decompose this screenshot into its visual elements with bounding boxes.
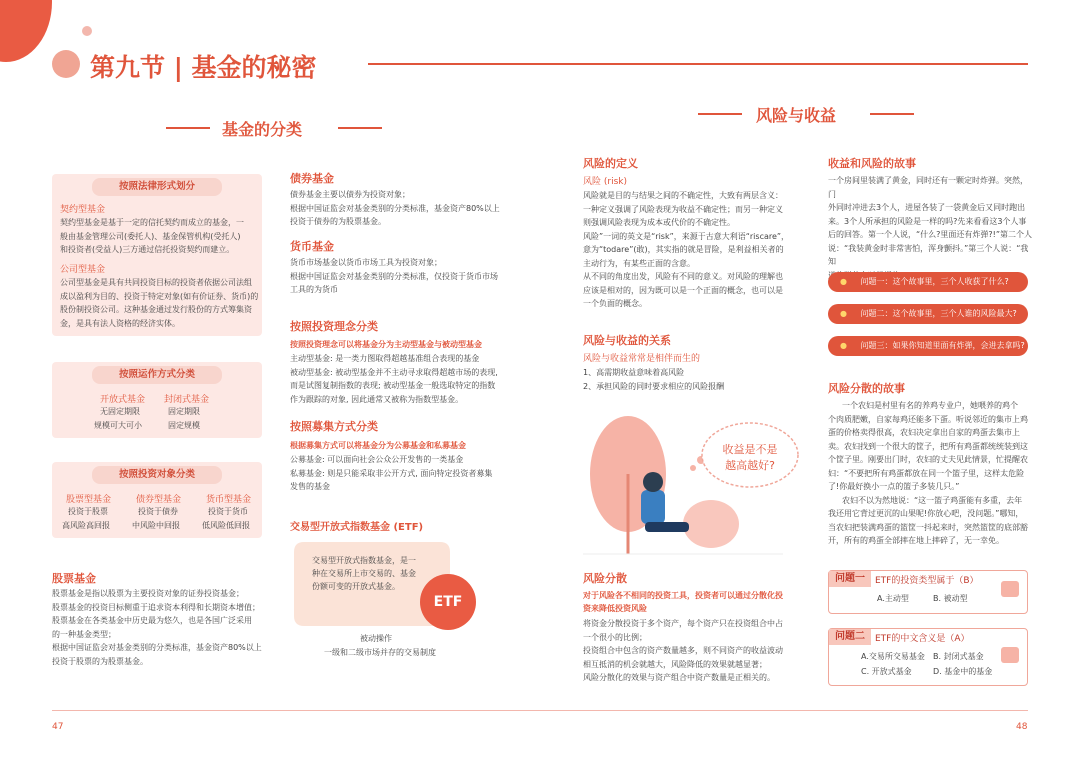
section-rule-left-a <box>166 127 210 129</box>
text-line: 卖。农妇找到一个很大的筐子，把所有鸡蛋都统统装到这 <box>828 441 1028 451</box>
story-question-2 <box>828 304 1028 324</box>
quiz2-option: D. 基金中的基金 <box>933 667 993 676</box>
text-line: 公司型基金是具有共同投资目标的投资者依据公司法组 <box>60 278 252 287</box>
investment-object-header: 按照投资对象分类 <box>92 466 222 484</box>
text-line: 从不同的角度出发，风险有不同的意义。对风险的理解也 <box>583 272 783 281</box>
text-line: 金，是具有法人资格的经济实体。 <box>60 318 180 328</box>
text-line: 股份制投资公司。这种基金通过发行股份的方式筹集资 <box>60 305 252 314</box>
operation-box <box>52 362 262 438</box>
stock-type-item: 投资于股票 <box>68 507 108 516</box>
text-line: 了!你最好换小一点的篮子多装几只。” <box>828 482 960 491</box>
relation-sub: 风险与收益常常是相伴而生的 <box>583 354 701 364</box>
person-legs <box>645 522 689 532</box>
text-line: 根据中国证监会对基金类别的分类标准，基金资产80%以上 <box>290 203 500 213</box>
question-text: 问题三：如果你知道里面有炸弹，会进去拿吗? <box>860 341 1025 350</box>
text-line: 股票基金的投资目标侧重于追求资本利得和长期资本增值； <box>52 602 260 612</box>
text-line: 债券基金主要以债券为投资对象； <box>290 190 410 199</box>
lightbulb-icon: ● <box>840 309 847 318</box>
text-line: 般由基金管理公司(委托人)、基金保管机构(受托人) <box>60 231 241 241</box>
text-line: 意为“todare”(敢)，其实指的就是冒险，是利益相关者的 <box>583 245 784 254</box>
text-line: 一个房间里装满了黄金，同时还有一颗定时炸弹。突然，门 <box>828 176 1028 199</box>
story-question-1 <box>828 272 1028 292</box>
text-line: 主动行为，有某些正面的含意。 <box>583 258 695 268</box>
quiz-question-1: ETF的投资类型属于（B） <box>875 576 979 586</box>
quiz2-option: C. 开放式基金 <box>861 667 912 676</box>
text-line: 妇：“不要把所有鸡蛋都放在同一个篮子里，这样太危险 <box>828 468 1025 478</box>
relation-items <box>583 366 724 393</box>
bond-fund-title: 债券基金 <box>290 172 334 185</box>
text-line: 风险就是目的与结果之间的不确定性，大致有两层含义： <box>583 191 783 200</box>
text-line: 投资组合中包含的资产数量越多，则不同资产的收益波动 <box>583 646 783 655</box>
investment-object-box <box>52 462 262 538</box>
small-dot-decoration <box>82 26 92 36</box>
text-line: 我还用它背过更沉的山果呢!你放心吧，没问题。”哪知， <box>828 509 1024 518</box>
text-line: 将资金分散投资于多个资产，每个资产只在投资组合中占 <box>583 619 783 628</box>
text-line: 风险分散化的效果与资产组合中资产数量是正相关的。 <box>583 673 775 682</box>
disperse-body <box>583 617 805 685</box>
text-line: 的一种基金类型； <box>52 629 116 639</box>
quiz-box-1 <box>828 570 1028 614</box>
section-rule-right-b <box>870 113 914 115</box>
concept-body <box>290 352 510 406</box>
text-line: 开，所有的鸡蛋全部摔在地上摔碎了，无一幸免。 <box>828 536 1004 545</box>
header-rule <box>368 63 1028 65</box>
header-dot <box>52 50 80 78</box>
text-line: 风险”一词的英文是“risk”，来源于古意大利语“riscare”， <box>583 231 790 241</box>
quiz-box-2 <box>828 628 1028 686</box>
quiz1-option: A.主动型 <box>877 594 909 603</box>
risk-def-body <box>583 189 805 311</box>
text-line: 私募基金: 则是只能采取非公开方式, 面向特定投资者募集 <box>290 468 493 478</box>
text-line: 外同时冲进去3个人，进屋各装了一袋黄金后又同时跑出 <box>828 203 1026 212</box>
person-head <box>643 472 663 492</box>
text-line: 投资于债券的为股票基金。 <box>290 217 386 226</box>
quiz-tag-2: 问题二 <box>829 629 871 645</box>
text-line: 交易型开放式指数基金，是一 <box>312 556 416 565</box>
page-number-right: 48 <box>1016 722 1028 732</box>
text-line: 一个农妇是村里有名的养鸡专业户，她喂养的鸡个 <box>842 401 1018 410</box>
text-line: 来。3个人所承担的风险是一样的吗?先来看看这3个人事 <box>828 216 1027 226</box>
list-item: 1、高需期收益意味着高风险 <box>583 368 685 377</box>
story1-title: 收益和风险的故事 <box>828 157 916 170</box>
legal-form-box <box>52 174 262 336</box>
contract-fund-title: 契约型基金 <box>60 205 106 215</box>
text-line: 契约型基金是基于一定的信托契约而成立的基金，一 <box>60 218 244 227</box>
text-line: 说：“我装黄金时非常害怕，浑身颤抖。”第三个人说：“我知 <box>828 243 1029 266</box>
raise-title: 按照募集方式分类 <box>290 420 378 433</box>
text-line: 对于风险各不相同的投资工具，投资者可以通过分散化投 <box>583 591 783 600</box>
text-line: 和投资者(受益人)三方通过信托投资契约而建立。 <box>60 245 235 254</box>
story2-title: 风险分散的故事 <box>828 382 905 395</box>
section-rule-left-b <box>338 127 382 129</box>
text-line: 后的回答。第一个人说，“什么?里面还有炸弹?!”第二个人 <box>828 230 1032 239</box>
section-rule-right-a <box>698 113 742 115</box>
text-line: 当农妇把装满鸡蛋的篮筐一抖起来时，突然篮筐的底部豁 <box>828 522 1028 532</box>
money-fund-body <box>290 256 510 297</box>
text-line: 种在交易所上市交易的、基金 <box>312 569 416 578</box>
etf-body <box>312 554 416 593</box>
text-line: 投资于股票的为股票基金。 <box>52 656 148 666</box>
quiz-question-2: ETF的中文含义是（A） <box>875 634 970 644</box>
text-line: 而是试图复制指数的表现; 被动型基金一般选取特定的指数 <box>290 381 496 390</box>
text-line: 个肉质肥嫩，自家每鸡还能多下蛋。听说邻近的集市上鸡 <box>828 414 1028 424</box>
etf-caption-1: 被动操作 <box>360 634 392 643</box>
text-line: 应该是相对的，因为既可以是一个正面的概念，也可以是 <box>583 285 783 295</box>
question-text: 问题二：这个故事里，三个人谁的风险最大? <box>860 309 1017 318</box>
quiz1-option: B. 被动型 <box>933 594 968 603</box>
quiz-icon <box>1001 581 1019 597</box>
page-title: 第九节 | 基金的秘密 <box>90 53 317 82</box>
etf-circle-label: ETF <box>433 594 463 610</box>
risk-def-sub: 风险 (risk) <box>583 177 627 187</box>
stock-type-item: 高风险高回报 <box>62 521 110 530</box>
text-line: 蛋的价格卖得很高，农妇决定拿出自家的鸡蛋去集市上 <box>828 428 1020 437</box>
text-line: 份额可变的开放式基金。 <box>312 582 400 591</box>
text-line: 主动型基金: 是一类力图取得超越基准组合表现的基金 <box>290 354 480 363</box>
text-line: 根据中国证监会对基金类别的分类标准，基金资产80%以上 <box>52 643 262 652</box>
bond-fund-body <box>290 188 510 229</box>
cloud-text <box>716 442 784 474</box>
open-fund-title: 开放式基金 <box>100 395 146 405</box>
etf-circle <box>420 574 476 630</box>
lightbulb-icon: ● <box>840 341 847 350</box>
text-line: 农妇不以为然地说：“这一篮子鸡蛋能有多重，去年 <box>842 495 1023 505</box>
stock-fund-body <box>52 587 272 668</box>
legal-form-header: 按照法律形式划分 <box>92 178 222 196</box>
footer-rule <box>52 710 1028 711</box>
closed-fund-title: 封闭式基金 <box>164 395 210 405</box>
list-item: 2、承担风险的同时要求相应的风险报酬 <box>583 381 725 391</box>
text-line: 一种定义强调了风险表现为收益不确定性；而另一种定义 <box>583 204 783 214</box>
text-line: 发售的基金 <box>290 482 330 491</box>
raise-lead: 根据募集方式可以将基金分为公募基金和私募基金 <box>290 441 466 450</box>
page-number-left: 47 <box>52 722 64 732</box>
contract-fund-body <box>60 216 260 257</box>
thought-dot <box>690 465 696 471</box>
quiz-tag-1: 问题一 <box>829 571 871 587</box>
quiz2-option: B. 封闭式基金 <box>933 652 984 661</box>
text-line: 个筐子里。刚要出门时，农妇的丈夫见此情景，忙提醒农 <box>828 455 1028 464</box>
story-question-3 <box>828 336 1028 356</box>
quiz-icon <box>1001 647 1019 663</box>
person-body <box>641 490 665 524</box>
risk-def-title: 风险的定义 <box>583 157 638 170</box>
story2-body <box>828 399 1034 548</box>
closed-fund-item: 固定规模 <box>168 421 200 430</box>
pink-bush-shape <box>683 500 739 548</box>
etf-caption-2: 一级和二级市场并存的交易制度 <box>324 648 436 657</box>
story1-body <box>828 174 1034 282</box>
text-line: 成以盈利为目的、投资于特定对象(如有价证券、货币)的 <box>60 291 259 301</box>
text-line: 股票基金是指以股票为主要投资对象的证券投资基金； <box>52 589 244 598</box>
section-title-left: 基金的分类 <box>222 120 303 139</box>
bond-type-item: 中风险中回报 <box>132 521 180 530</box>
bond-type-item: 投资于债券 <box>138 507 178 516</box>
text-line: 货币市场基金以货币市场工具为投资对象； <box>290 258 442 267</box>
stock-type-title: 股票型基金 <box>66 495 112 505</box>
quiz2-option: A.交易所交易基金 <box>861 652 925 661</box>
text-line: 则强调风险表现为成本或代价的不确定性。 <box>583 218 735 227</box>
raise-body <box>290 453 510 494</box>
open-fund-item: 无固定期限 <box>100 407 140 416</box>
text-line: 作为跟踪的对象, 因此通常又被称为指数型基金。 <box>290 394 464 404</box>
section-title-right: 风险与收益 <box>756 106 837 125</box>
concept-title: 按照投资理念分类 <box>290 320 378 333</box>
text-line: 资来降低投资风险 <box>583 604 647 613</box>
concept-lead: 按照投资理念可以将基金分为主动型基金与被动型基金 <box>290 340 482 349</box>
closed-fund-item: 固定期限 <box>168 407 200 416</box>
bond-type-title: 债券型基金 <box>136 495 182 505</box>
text-line: 股票基金在各类基金中历史最为悠久，也是各国广泛采用 <box>52 616 252 625</box>
question-text: 问题一：这个故事里，三个人收获了什么? <box>860 277 1009 286</box>
text-line: 工具的为货币 <box>290 285 338 294</box>
money-fund-title: 货币基金 <box>290 240 334 253</box>
stock-fund-title: 股票基金 <box>52 572 96 585</box>
corner-circle-decoration <box>0 0 52 62</box>
company-fund-title: 公司型基金 <box>60 265 106 275</box>
money-type-item: 低风险低回报 <box>202 521 250 530</box>
text-line: 一个负面的概念。 <box>583 299 647 308</box>
open-fund-item: 规模可大可小 <box>94 421 142 430</box>
relation-title: 风险与收益的关系 <box>583 334 671 347</box>
lightbulb-icon: ● <box>840 277 847 286</box>
money-type-title: 货币型基金 <box>206 495 252 505</box>
etf-title: 交易型开放式指数基金 (ETF) <box>290 522 424 533</box>
text-line: 根据中国证监会对基金类别的分类标准，仅投资于货币市场 <box>290 271 498 281</box>
text-line: 公募基金: 可以面向社会公众公开发售的一类基金 <box>290 455 464 464</box>
text-line: 相互抵消的机会就越大，风险降低的效果就越显著； <box>583 659 767 669</box>
text-line: 被动型基金: 被动型基金并不主动寻求取得超越市场的表现, <box>290 367 498 377</box>
money-type-item: 投资于货币 <box>208 507 248 516</box>
disperse-lead <box>583 589 783 615</box>
text-line: 越高越好? <box>725 459 775 472</box>
text-line: 收益是不是 <box>722 443 778 456</box>
operation-header: 按照运作方式分类 <box>92 366 222 384</box>
disperse-title: 风险分散 <box>583 572 627 585</box>
text-line: 一个很小的比例； <box>583 632 647 642</box>
company-fund-body <box>60 276 260 330</box>
